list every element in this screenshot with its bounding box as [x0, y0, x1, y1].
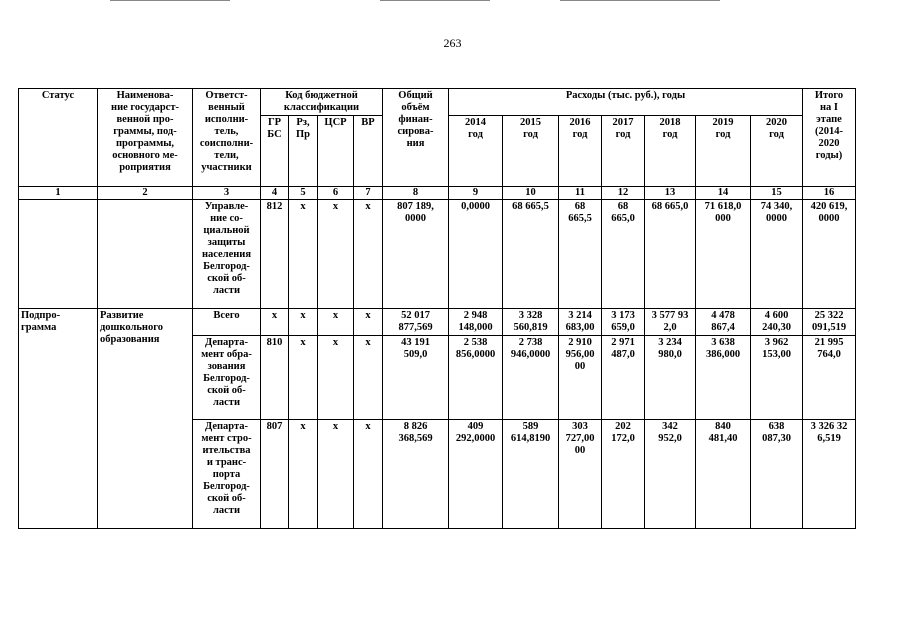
grbs-cell: 810 — [261, 336, 289, 420]
year-cell-2020: 638 087,30 — [751, 420, 803, 529]
year-cell-2019: 840 481,40 — [696, 420, 751, 529]
year-cell-2017: 2 971 487,0 — [602, 336, 645, 420]
column-number: 11 — [559, 187, 602, 200]
year-cell-2018: 3 577 93 2,0 — [645, 309, 696, 336]
header-total: Общий объём финан- сирова- ния — [383, 89, 449, 187]
header-grbs: ГР БС — [261, 116, 289, 187]
vr-cell: х — [354, 309, 383, 336]
year-cell-2018: 68 665,0 — [645, 200, 696, 309]
column-number: 14 — [696, 187, 751, 200]
csr-cell: х — [318, 309, 354, 336]
year-cell-2019: 3 638 386,000 — [696, 336, 751, 420]
vr-cell: х — [354, 336, 383, 420]
csr-cell: х — [318, 200, 354, 309]
total-cell: 52 017 877,569 — [383, 309, 449, 336]
header-year-2017: 2017 год — [602, 116, 645, 187]
stage-total-cell: 420 619, 0000 — [803, 200, 856, 309]
header-responsible: Ответст- венный исполни- тель, соисполни- тели, участники — [193, 89, 261, 187]
budget-table — [18, 88, 856, 529]
column-number: 8 — [383, 187, 449, 200]
rzpr-cell: х — [289, 200, 318, 309]
year-cell-2014: 2 538 856,0000 — [449, 336, 503, 420]
column-number: 7 — [354, 187, 383, 200]
header-year-2018: 2018 год — [645, 116, 696, 187]
program-name-cell: Развитие дошкольного образования — [98, 309, 193, 529]
year-cell-2014: 2 948 148,000 — [449, 309, 503, 336]
responsible-cell: Департа- мент обра- зования Белгород- ской об- ласти — [193, 336, 261, 420]
stage-total-cell: 25 322 091,519 — [803, 309, 856, 336]
header-year-2020: 2020 год — [751, 116, 803, 187]
year-cell-2017: 202 172,0 — [602, 420, 645, 529]
column-number: 1 — [19, 187, 98, 200]
year-cell-2018: 3 234 980,0 — [645, 336, 696, 420]
year-cell-2015: 2 738 946,0000 — [503, 336, 559, 420]
header-budget-code: Код бюджетной классификации — [261, 89, 383, 116]
year-cell-2015: 589 614,8190 — [503, 420, 559, 529]
year-cell-2020: 74 340, 0000 — [751, 200, 803, 309]
year-cell-2020: 3 962 153,00 — [751, 336, 803, 420]
total-cell: 8 826 368,569 — [383, 420, 449, 529]
responsible-cell: Департа- мент стро- ительства и транс- порта Белгород- ской об- ласти — [193, 420, 261, 529]
header-year-2015: 2015 год — [503, 116, 559, 187]
rzpr-cell: х — [289, 420, 318, 529]
year-cell-2014: 409 292,0000 — [449, 420, 503, 529]
year-cell-2015: 3 328 560,819 — [503, 309, 559, 336]
total-cell: 43 191 509,0 — [383, 336, 449, 420]
column-number: 10 — [503, 187, 559, 200]
header-rzpr: Рз, Пр — [289, 116, 318, 187]
year-cell-2016: 2 910 956,00 00 — [559, 336, 602, 420]
column-number: 9 — [449, 187, 503, 200]
header-row — [19, 89, 856, 116]
scan-edge-line — [110, 0, 230, 1]
responsible-cell: Управле- ние со- циальной защиты населения Белгород- ской об- ласти — [193, 200, 261, 309]
column-number: 15 — [751, 187, 803, 200]
status-cell — [19, 200, 98, 309]
stage-total-cell: 21 995 764,0 — [803, 336, 856, 420]
rzpr-cell: х — [289, 309, 318, 336]
grbs-cell: х — [261, 309, 289, 336]
column-number: 5 — [289, 187, 318, 200]
page-number: 263 — [443, 36, 462, 50]
header-year-2014: 2014 год — [449, 116, 503, 187]
column-number: 2 — [98, 187, 193, 200]
column-number: 4 — [261, 187, 289, 200]
vr-cell: х — [354, 200, 383, 309]
header-vr: ВР — [354, 116, 383, 187]
grbs-cell: 807 — [261, 420, 289, 529]
header-status: Статус — [19, 89, 98, 187]
column-number: 12 — [602, 187, 645, 200]
header-csr: ЦСР — [318, 116, 354, 187]
program-name-cell — [98, 200, 193, 309]
stage-total-cell: 3 326 32 6,519 — [803, 420, 856, 529]
year-cell-2016: 3 214 683,00 — [559, 309, 602, 336]
year-cell-2015: 68 665,5 — [503, 200, 559, 309]
column-number: 6 — [318, 187, 354, 200]
header-expenses: Расходы (тыс. руб.), годы — [449, 89, 803, 116]
header-year-2016: 2016 год — [559, 116, 602, 187]
header-stage-total: Итого на I этапе (2014- 2020 годы) — [803, 89, 856, 187]
year-cell-2016: 303 727,00 00 — [559, 420, 602, 529]
responsible-cell: Всего — [193, 309, 261, 336]
header-program-name: Наименова- ние государст- венной про- граммы, под- программы, основного ме- роприятия — [98, 89, 193, 187]
rzpr-cell: х — [289, 336, 318, 420]
year-cell-2019: 71 618,0 000 — [696, 200, 751, 309]
status-cell: Подпро- грамма — [19, 309, 98, 529]
year-cell-2019: 4 478 867,4 — [696, 309, 751, 336]
scan-edge-line — [560, 0, 720, 1]
year-cell-2014: 0,0000 — [449, 200, 503, 309]
column-number-row — [19, 187, 856, 200]
csr-cell: х — [318, 336, 354, 420]
table-row — [19, 309, 856, 336]
year-cell-2020: 4 600 240,30 — [751, 309, 803, 336]
header-year-2019: 2019 год — [696, 116, 751, 187]
scan-edge-line — [380, 0, 490, 1]
column-number: 16 — [803, 187, 856, 200]
total-cell: 807 189, 0000 — [383, 200, 449, 309]
column-number: 13 — [645, 187, 696, 200]
year-cell-2018: 342 952,0 — [645, 420, 696, 529]
year-cell-2017: 68 665,0 — [602, 200, 645, 309]
csr-cell: х — [318, 420, 354, 529]
table-row — [19, 200, 856, 309]
column-number: 3 — [193, 187, 261, 200]
grbs-cell: 812 — [261, 200, 289, 309]
year-cell-2017: 3 173 659,0 — [602, 309, 645, 336]
year-cell-2016: 68 665,5 — [559, 200, 602, 309]
vr-cell: х — [354, 420, 383, 529]
